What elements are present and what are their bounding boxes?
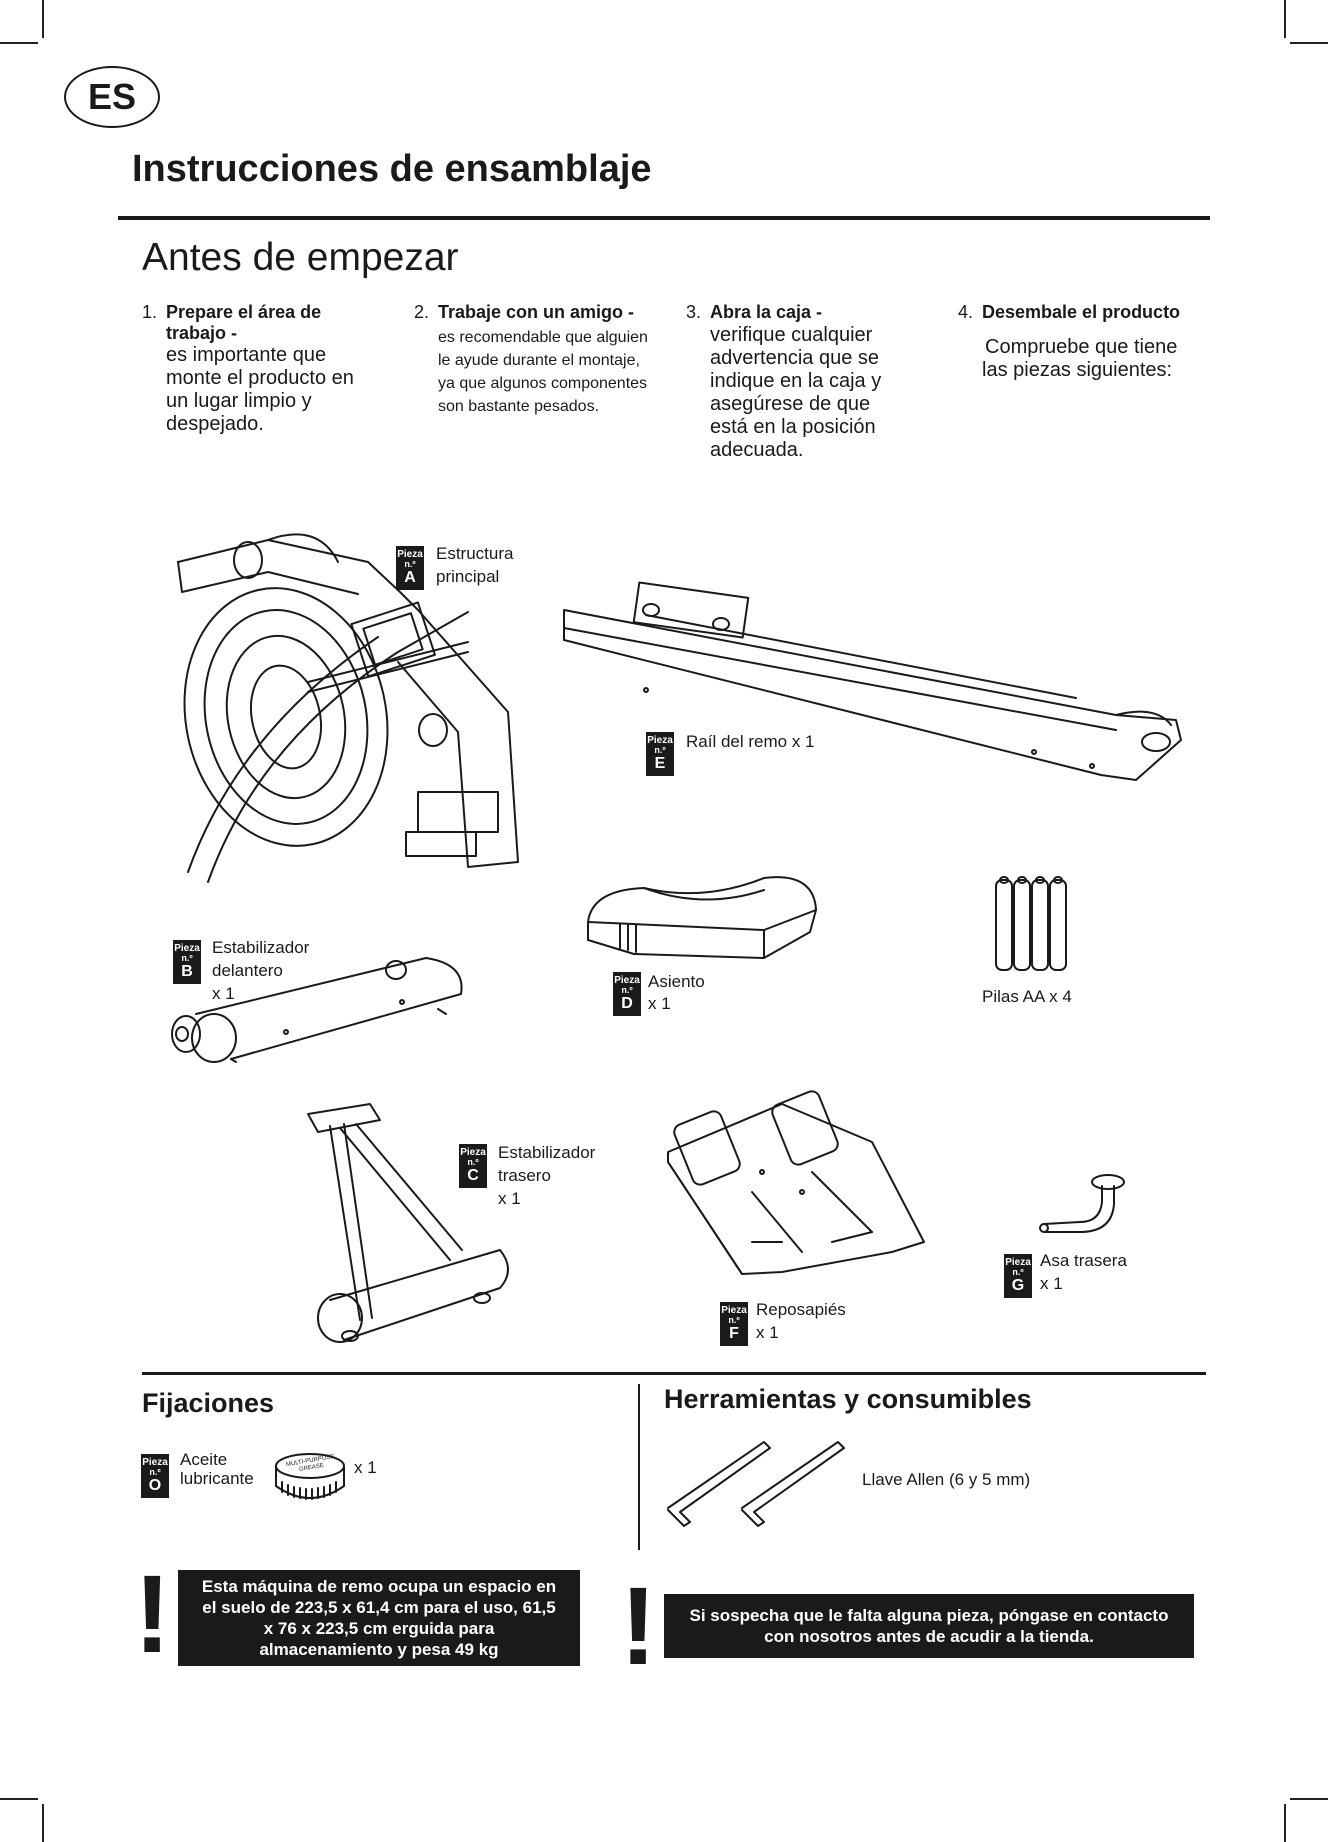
part-badge-d: Pieza n.º D bbox=[613, 972, 641, 1016]
step-body: Compruebe que tiene las piezas siguientes: bbox=[982, 336, 1178, 381]
part-badge-o: Pieza n.º O bbox=[141, 1454, 169, 1498]
part-label-b: Estabilizador delantero bbox=[212, 938, 310, 980]
step-number: 3. bbox=[686, 302, 702, 322]
page-title: Instrucciones de ensamblaje bbox=[132, 148, 652, 190]
section-rule bbox=[142, 1372, 1206, 1375]
crop-mark bbox=[1284, 0, 1286, 38]
part-badge-e: Pieza n.º E bbox=[646, 732, 674, 776]
part-label-d: Asiento bbox=[648, 972, 705, 991]
part-qty-c: x 1 bbox=[498, 1189, 521, 1208]
crop-mark bbox=[1290, 42, 1328, 44]
step-heading: Desembale el producto bbox=[982, 302, 1181, 322]
tools-title: Herramientas y consumibles bbox=[664, 1384, 1032, 1414]
part-badge-c: Pieza n.º C bbox=[459, 1144, 487, 1188]
part-qty-o: x 1 bbox=[354, 1458, 377, 1477]
column-divider bbox=[638, 1384, 640, 1550]
part-qty-g: x 1 bbox=[1040, 1274, 1063, 1293]
part-badge-g: Pieza n.º G bbox=[1004, 1254, 1032, 1298]
step-body: es importante que monte el producto en un lugar limpio y despejado. bbox=[166, 344, 354, 435]
crop-mark bbox=[1284, 1804, 1286, 1842]
part-label-e: Raíl del remo x 1 bbox=[686, 732, 815, 751]
crop-mark bbox=[0, 1798, 38, 1800]
batteries-illustration bbox=[992, 874, 1072, 976]
step-number: 2. bbox=[414, 302, 430, 322]
step-heading: Trabaje con un amigo - bbox=[438, 302, 635, 322]
allen-keys-illustration bbox=[664, 1436, 844, 1528]
title-rule bbox=[118, 216, 1210, 220]
section-subtitle: Antes de empezar bbox=[142, 236, 459, 279]
step-heading: Abra la caja - bbox=[710, 302, 823, 322]
seat-illustration bbox=[584, 870, 820, 962]
part-label-g: Asa trasera bbox=[1040, 1251, 1127, 1270]
allen-key-label: Llave Allen (6 y 5 mm) bbox=[862, 1470, 1031, 1489]
rear-stabilizer-illustration bbox=[300, 1100, 520, 1340]
step-body: verifique cualquier advertencia que se indique en la caja y asegúrese de que está en la posición adecuada. bbox=[710, 324, 882, 461]
part-label-a: Estructura principal bbox=[436, 544, 514, 586]
crop-mark bbox=[1290, 1798, 1328, 1800]
fixings-title: Fijaciones bbox=[142, 1388, 275, 1418]
crop-mark bbox=[42, 1804, 44, 1842]
part-label-f: Reposapiés bbox=[756, 1300, 846, 1319]
batteries-label: Pilas AA x 4 bbox=[982, 987, 1072, 1006]
warning-box-right: Si sospecha que le falta alguna pieza, póngase en contacto con nosotros antes de acudir a la tienda. bbox=[664, 1594, 1194, 1658]
grease-tin-text: MULTI-PURPOSE GREASE bbox=[285, 1453, 335, 1474]
step-heading: Prepare el área de trabajo - bbox=[166, 302, 322, 343]
step-number: 1. bbox=[142, 302, 158, 322]
footrest-illustration bbox=[662, 1092, 926, 1280]
rear-handle-illustration bbox=[1036, 1172, 1126, 1232]
warning-icon-right: ! bbox=[620, 1565, 657, 1688]
step-body: es recomendable que alguien le ayude durante el montaje, ya que algunos componentes son bastante pesados. bbox=[438, 329, 648, 415]
crop-mark bbox=[0, 42, 38, 44]
step-number: 4. bbox=[958, 302, 974, 322]
part-badge-a: Pieza n.º A bbox=[396, 546, 424, 590]
part-qty-f: x 1 bbox=[756, 1323, 779, 1342]
crop-mark bbox=[42, 0, 44, 38]
part-badge-f: Pieza n.º F bbox=[720, 1302, 748, 1346]
language-badge: ES bbox=[64, 66, 160, 128]
part-badge-b: Pieza n.º B bbox=[173, 940, 201, 984]
part-label-c: Estabilizador trasero bbox=[498, 1143, 596, 1185]
part-qty-b: x 1 bbox=[212, 984, 235, 1003]
warning-box-left: Esta máquina de remo ocupa un espacio en el suelo de 223,5 x 61,4 cm para el uso, 61,5 x 76 x 223,5 cm erguida para almacenamiento y pesa 49 kg bbox=[178, 1570, 580, 1666]
part-label-o: Aceite lubricante bbox=[180, 1450, 254, 1488]
part-qty-d: x 1 bbox=[648, 994, 671, 1013]
warning-icon-left: ! bbox=[134, 1553, 171, 1676]
